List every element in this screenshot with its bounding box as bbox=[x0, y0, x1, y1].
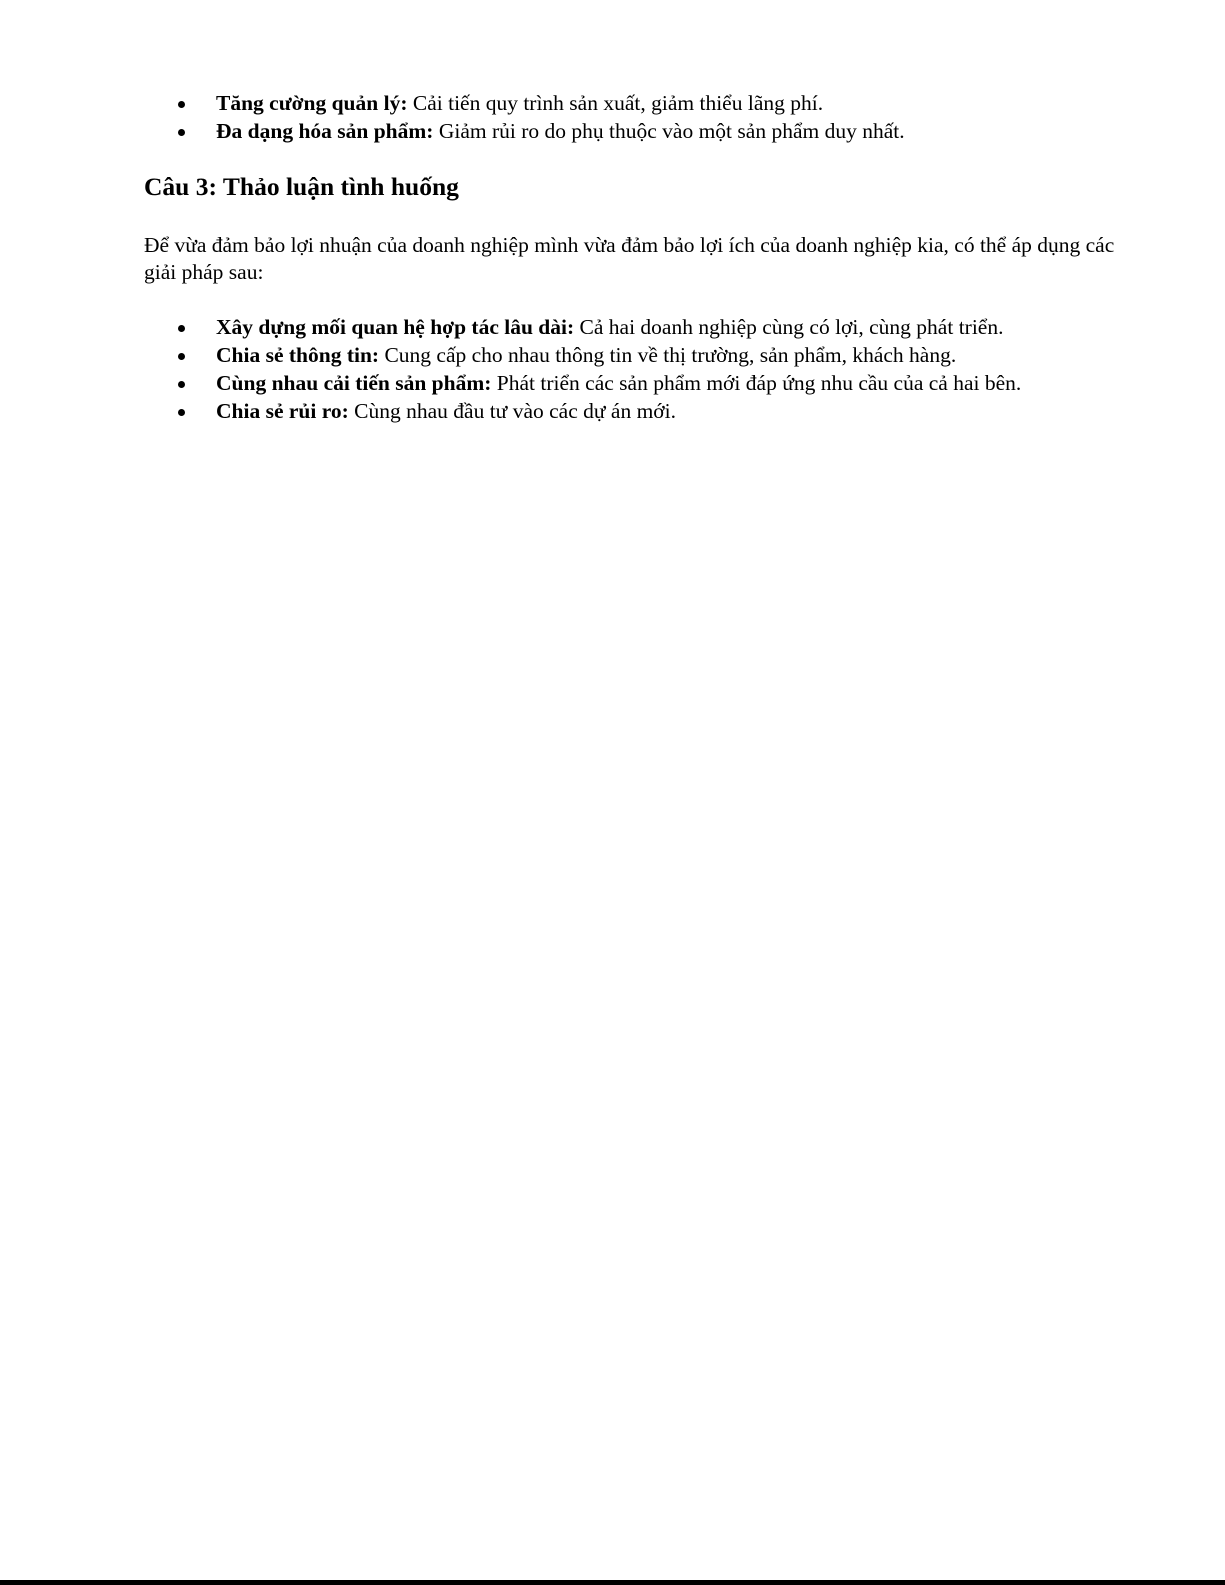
page-bottom-border bbox=[0, 1580, 1225, 1585]
list-item-text bbox=[216, 117, 905, 145]
bullet-icon bbox=[178, 381, 185, 388]
list-item bbox=[0, 397, 1225, 425]
list-item-term: Cùng nhau cải tiến sản phẩm: bbox=[216, 371, 492, 395]
bullet-icon bbox=[178, 353, 185, 360]
bullet-icon bbox=[178, 101, 185, 108]
bullet-icon bbox=[178, 129, 185, 136]
list-item-desc: Cùng nhau đầu tư vào các dự án mới. bbox=[348, 399, 677, 423]
list-item-text bbox=[216, 313, 1003, 341]
list-item bbox=[0, 313, 1225, 341]
list-item bbox=[0, 117, 1225, 145]
list-item-desc: Cả hai doanh nghiệp cùng có lợi, cùng phát triển. bbox=[574, 315, 1004, 339]
list-item-term: Xây dựng mối quan hệ hợp tác lâu dài: bbox=[216, 315, 575, 339]
list-item-text bbox=[216, 397, 676, 425]
list-item-term: Tăng cường quản lý: bbox=[216, 91, 408, 115]
list-item-desc: Cung cấp cho nhau thông tin về thị trường, sản phẩm, khách hàng. bbox=[379, 343, 957, 367]
list-item bbox=[0, 341, 1225, 369]
bullet-list-solutions bbox=[0, 313, 1225, 425]
section-heading: Câu 3: Thảo luận tình huống bbox=[144, 172, 459, 201]
list-item bbox=[0, 89, 1225, 117]
list-item-text bbox=[216, 341, 956, 369]
list-item bbox=[0, 369, 1225, 397]
list-item-desc: Phát triển các sản phẩm mới đáp ứng nhu cầu của cả hai bên. bbox=[491, 371, 1022, 395]
list-item-text bbox=[216, 369, 1021, 397]
bullet-icon bbox=[178, 325, 185, 332]
list-item-term: Chia sẻ rủi ro: bbox=[216, 399, 349, 423]
list-item-desc: Giảm rủi ro do phụ thuộc vào một sản phẩm duy nhất. bbox=[433, 119, 905, 143]
list-item-text bbox=[216, 89, 823, 117]
list-item-desc: Cải tiến quy trình sản xuất, giảm thiểu lãng phí. bbox=[407, 91, 824, 115]
bullet-icon bbox=[178, 409, 185, 416]
bullet-list-management bbox=[0, 89, 1225, 145]
intro-paragraph: Để vừa đảm bảo lợi nhuận của doanh nghiệp mình vừa đảm bảo lợi ích của doanh nghiệp kia, có thể áp dụng các giải pháp sau: bbox=[144, 233, 1115, 284]
list-item-term: Chia sẻ thông tin: bbox=[216, 343, 380, 367]
list-item-term: Đa dạng hóa sản phẩm: bbox=[216, 119, 434, 143]
